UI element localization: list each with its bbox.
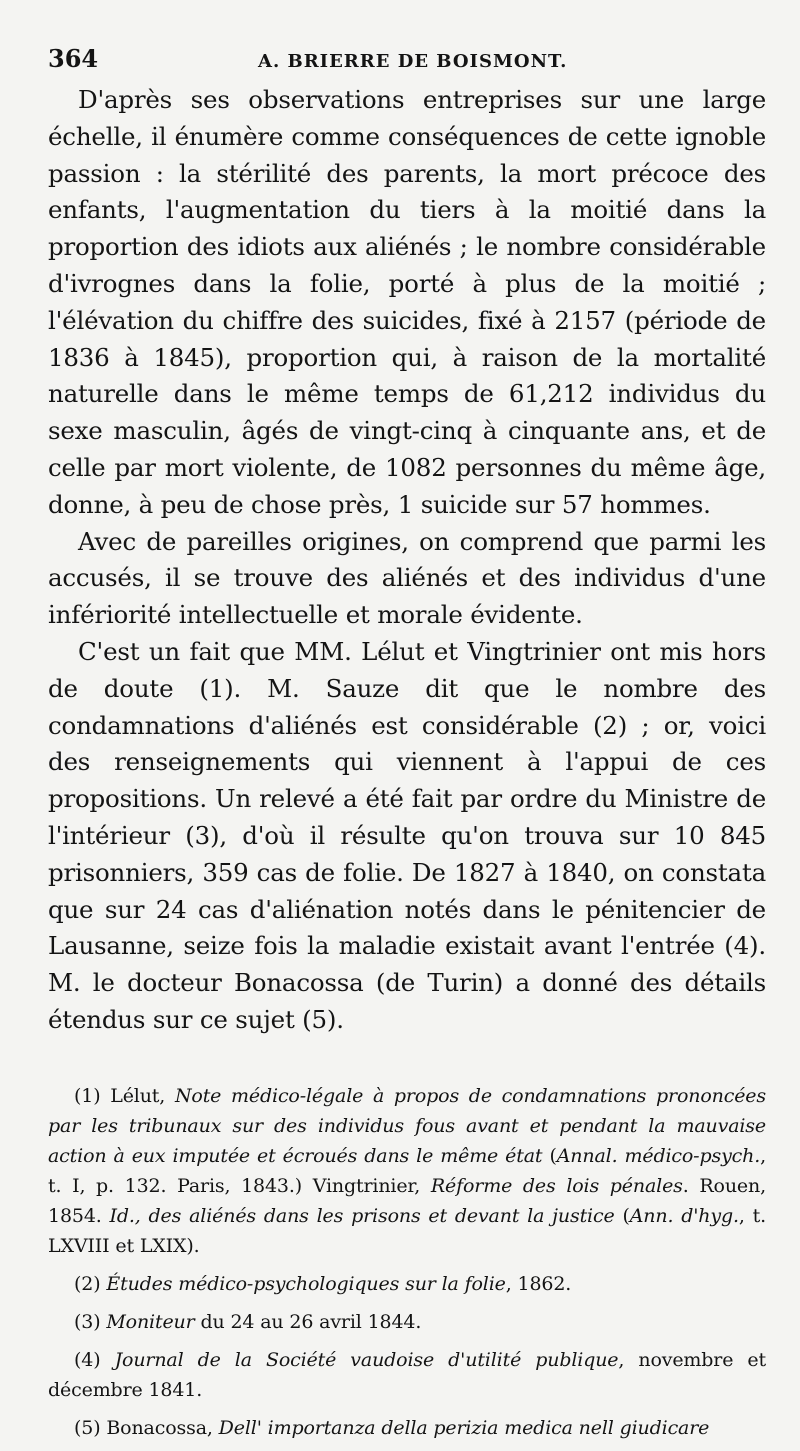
- footnote-number: (3): [74, 1310, 101, 1333]
- body-paragraph: D'après ses observations entreprises sur une large échelle, il énumère comme conséquences de cette ignoble passion : la stérilité des parents, la mort précoce des enfants, l'augmentation du tiers à la moitié dans la proportion des idiots aux aliénés ; le nombre considérable d'ivrognes dans la folie, porté à plus de la moitié ; l'élévation du chiffre des suicides, fixé à 2157 (période de 1836 à 1845), proportion qui, à raison de la mortalité naturelle dans le même temps de 61,212 individus du sexe masculin, âgés de vingt-cinq à cinquante ans, et de celle par mort violente, de 1082 personnes du même âge, donne, à peu de chose près, 1 suicide sur 57 hommes.: [48, 85, 766, 519]
- body-text: [48, 82, 766, 1039]
- page-number: 364: [48, 44, 99, 73]
- footnote-number: (1): [74, 1084, 101, 1107]
- footnote-number: (5): [74, 1416, 101, 1439]
- body-paragraph: Avec de pareilles origines, on comprend que parmi les accusés, il se trouve des aliénés et des individus d'une infériorité intellectuelle et morale évidente.: [48, 526, 766, 630]
- page-header: [48, 44, 766, 82]
- footnote-number: (2): [74, 1272, 101, 1295]
- body-paragraph: C'est un fait que MM. Lélut et Vingtrinier ont mis hors de doute (1). M. Sauze dit que le nombre des condamnations d'aliénés est considérable (2) ; or, voici des renseignements qui viennent à l'appui de ces propositions. Un relevé a été fait par ordre du Ministre de l'intérieur (3), d'où il résulte qu'on trouva sur 10 845 prisonniers, 359 cas de folie. De 1827 à 1840, on constata que sur 24 cas d'aliénation notés dans le pénitencier de Lausanne, seize fois la maladie existait avant l'entrée (4). M. le docteur Bonacossa (de Turin) a donné des détails étendus sur ce sujet (5).: [48, 636, 766, 1034]
- footnote-1: (1) Lélut, Note médico-légale à propos de condamnations prononcées par les tribunaux sur des individus fous avant et pendant la mauvaise action à eux imputée et écroués dans le même état (Annal. médico-psych., t. I, p. 132. Paris, 1843.) Vingtrinier, Réforme des lois pénales. Rouen, 1854. Id., des aliénés dans les prisons et devant la justice (Ann. d'hyg., t. LXVIII et LXIX).: [48, 1084, 767, 1257]
- footnote-2: (2) Études médico-psychologiques sur la folie, 1862.: [74, 1272, 572, 1295]
- footnote-number: (4): [74, 1348, 101, 1371]
- footnote-3: (3) Moniteur du 24 au 26 avril 1844.: [74, 1310, 422, 1333]
- running-head: A. BRIERRE DE BOISMONT.: [258, 51, 568, 72]
- footnote-4: (4) Journal de la Société vaudoise d'utilité publique, novembre et décembre 1841.: [48, 1348, 766, 1401]
- footnote-5: (5) Bonacossa, Dell' importanza della perizia medica nell giudicare: [74, 1416, 710, 1439]
- footnotes: [48, 1081, 766, 1443]
- book-page: [48, 44, 766, 1451]
